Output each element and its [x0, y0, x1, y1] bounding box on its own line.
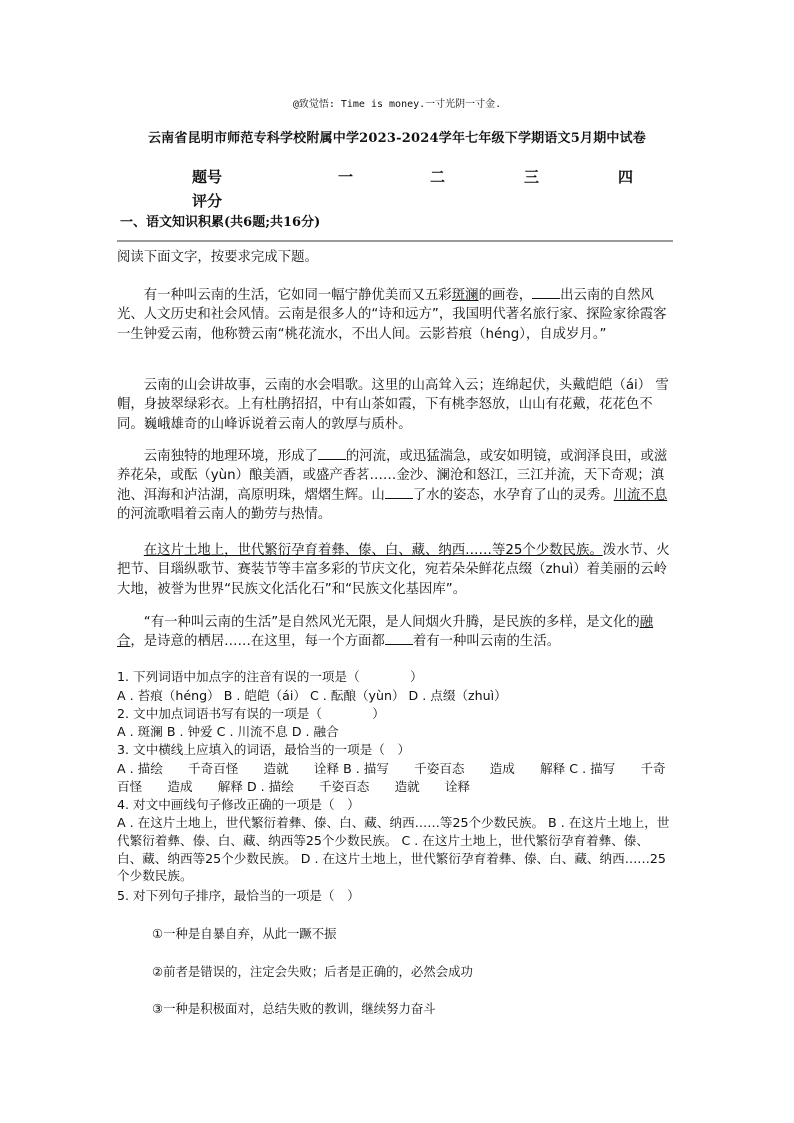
fill-blank-1: [532, 286, 560, 299]
section-heading: 一、语文知识积累(共6题;共16分): [120, 215, 321, 230]
question-5-item-2: ②前者是错误的，注定会失败；后者是正确的，必然会成功: [152, 964, 473, 979]
marked-word-chuanliubuxi: 川流不息: [613, 487, 668, 503]
passage-paragraph-1: 有一种叫云南的生活，它如同一幅宁静优美而又五彩斑澜的画卷， 出云南的自然风光、人文历史和社会风情。云南是很多人的“诗和远方”，我国明代著名旅行家、探险家徐霞客一生钟爱云南，他称赞云南“桃花流水，不出人间。云影苔痕（héng），自成岁月。”: [117, 288, 667, 342]
fill-blank-4: [385, 632, 413, 645]
score-table-row-label: 评分: [192, 192, 223, 210]
score-table-col-4: 四: [618, 168, 634, 186]
score-table-col-1: 一: [338, 168, 354, 186]
fill-blank-3: [385, 486, 413, 499]
passage-paragraph-5: “有一种叫云南的生活”是自然风光无限，是人间烟火升腾，是民族的多样，是文化的融合，是诗意的栖居……在这里，每一个方面都 着有一种叫云南的生活。: [117, 615, 654, 650]
passage-paragraph-3: 云南独特的地理环境，形成了 的河流，或迅猛湍急，或安如明镜，或润泽良田，或滋养花朵，或酝（yùn）酿美酒，或盛产香茗……金沙、澜沧和怒江，三江并流，天下奇观；滇池、洱海和泸沽湖，高原明珠，熠熠生辉。山 了水的姿态，水孕育了山的灵秀。川流不息的河流歌唱着云南人的勤劳与热情。: [117, 449, 668, 523]
exam-title: 云南省昆明市师范专科学校附属中学2023-2024学年七年级下学期语文5月期中试卷: [147, 131, 646, 146]
score-table-col-label: 题号: [192, 168, 223, 186]
passage-intro: 阅读下面文字，按要求完成下题。: [117, 250, 318, 265]
passage-paragraph-2: 云南的山会讲故事，云南的水会唱歌。这里的山高耸入云；连绵起伏，头戴皑皑（ái） 雪帽，身披翠绿彩衣。上有杜鹃招招，中有山茶如霞，下有桃李怒放，山山有花戴，花花色不同。巍峨雄奇的山峰诉说着云南人的敦厚与质朴。: [117, 378, 669, 432]
passage-paragraph-4: 在这片土地上，世代繁衍孕育着彝、傣、白、藏、纳西……等25个少数民族。泼水节、火把节、目瑙纵歌节、赛装节等丰富多彩的节庆文化，宛若朵朵鲜花点缀（zhuì）着美丽的云岭大地，被誉为世界“民族文化活化石”和“民族文化基因库”。: [117, 543, 670, 597]
score-table-col-2: 二: [430, 168, 446, 186]
underlined-sentence: 在这片土地上，世代繁衍孕育着彝、傣、白、藏、纳西……等25个少数民族。: [143, 543, 603, 558]
question-4-options: A . 在这片土地上，世代繁衍着彝、傣、白、藏、纳西……等25个少数民族。 B . 在这片土地上，世代繁衍着彝、傣、白、藏、纳西等25个少数民族。 C . 在这片土地上，世代繁衍孕育着彝、傣、白、藏、纳西等25个少数民族。 D . 在这片土地上，世代繁衍孕育着彝、傣、白、藏、纳西……25个少数民族。: [117, 815, 670, 884]
question-1: 1. 下列词语中加点字的注音有误的一项是（ ）: [117, 669, 423, 684]
question-2-options: A . 斑澜 B . 钟爱 C . 川流不息 D . 融合: [117, 724, 339, 739]
marked-word-zhongai: 钟爱: [143, 326, 171, 342]
question-2: 2. 文中加点词语书写有误的一项是（ ）: [117, 706, 385, 721]
marked-word-banlan: 斑澜: [451, 288, 479, 303]
question-4: 4. 对文中画线句子修改正确的一项是（ ）: [117, 797, 360, 812]
question-1-options: A . 苔痕（héng） B . 皑皑（ái） C . 酝酿（yùn） D . 点缀（zhuì）: [117, 688, 507, 703]
header-motto: @致觉悟: Time is money.一寸光阴一寸金.: [292, 99, 502, 110]
marked-word-ronghe: 融合: [117, 615, 654, 650]
score-table-col-3: 三: [524, 168, 540, 186]
question-5-item-1: ①一种是自暴自弃，从此一蹶不振: [152, 926, 337, 941]
question-5: 5. 对下列句子排序，最恰当的一项是（ ）: [117, 888, 360, 903]
fill-blank-2: [318, 447, 346, 460]
question-3: 3. 文中横线上应填入的词语，最恰当的一项是（ ）: [117, 742, 411, 757]
question-5-item-3: ③一种是积极面对，总结失败的教训，继续努力奋斗: [152, 1001, 436, 1016]
question-3-options: A . 描绘 千奇百怪 造就 诠释 B . 描写 千姿百态 造成 解释 C . 描写 千奇百怪 造成 解释 D . 描绘 千姿百态 造就 诠释: [117, 761, 666, 794]
section-divider: [117, 240, 673, 242]
